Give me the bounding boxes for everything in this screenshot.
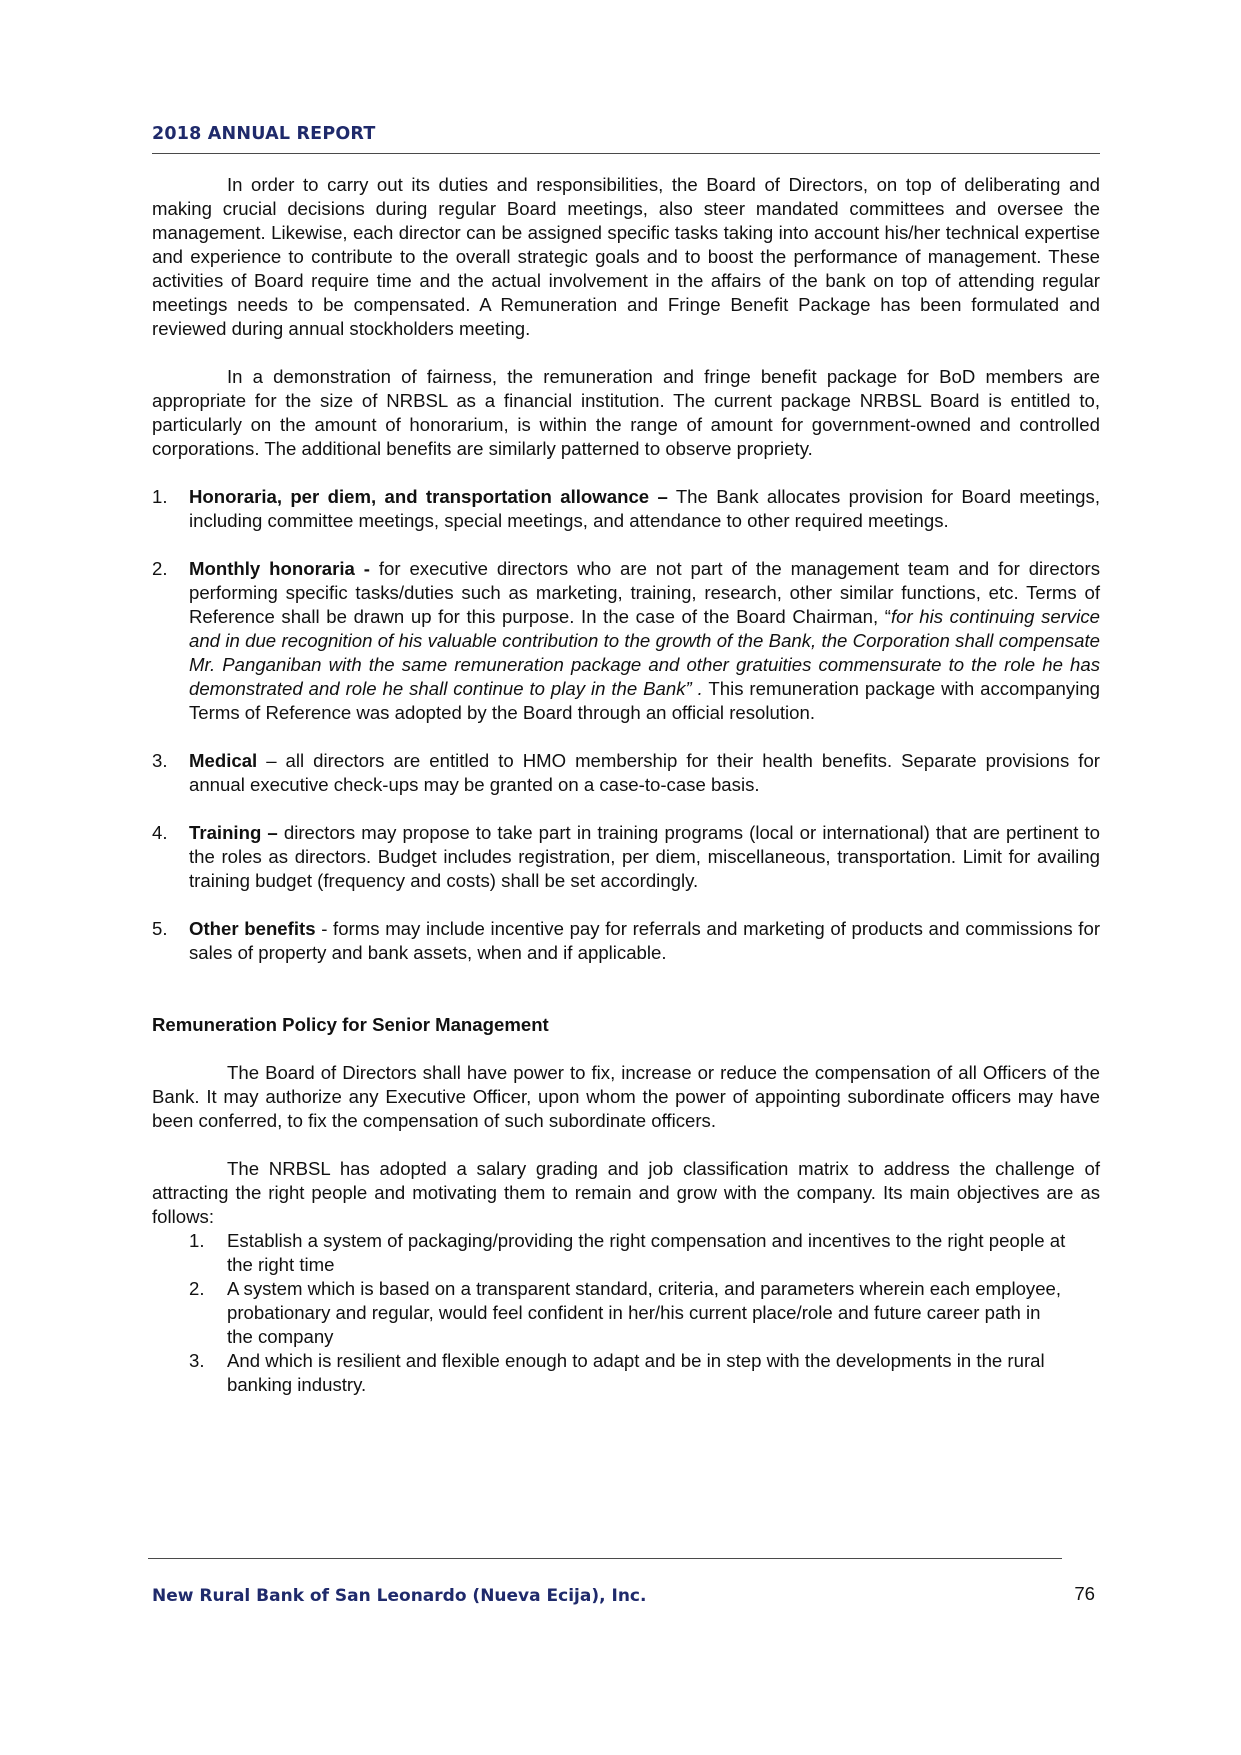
list-item-text: - forms may include incentive pay for referrals and marketing of products and commissions for sales of property and bank assets, when and if applicable. [189,918,1101,963]
footer-bank-name: New Rural Bank of San Leonardo (Nueva Ecija), Inc. [152,1586,647,1606]
list-item-text: directors may propose to take part in training programs (local or international) that are pertinent to the roles as directors. Budget includes registration, per diem, miscellaneous, transportation. Limit for availing training budget (frequency and costs) shall be set accordingly. [189,822,1100,891]
list-item [152,1229,1067,1277]
page-header [152,123,1100,154]
list-item [152,1277,1067,1349]
list-item [152,821,1100,893]
list-item-title: Training – [189,822,278,843]
list-number: 1. [152,486,168,507]
list-item-title: Monthly honoraria - [189,558,370,579]
page-number: 76 [1074,1583,1095,1604]
intro-paragraph-1: In order to carry out its duties and responsibilities, the Board of Directors, on top of deliberating and making crucial decisions during regular Board meetings, also steer mandated committees and oversee the management. Likewise, each director can be assigned specific tasks taking into account his/her technical expertise and experience to contribute to the overall strategic goals and to boost the performance of management. These activities of Board require time and the actual involvement in the affairs of the bank on top of attending regular meetings needs to be compensated. A Remuneration and Fringe Benefit Package has been formulated and reviewed during annual stockholders meeting. [152,174,1100,339]
intro-paragraph-2: In a demonstration of fairness, the remuneration and fringe benefit package for BoD members are appropriate for the size of NRBSL as a financial institution. The current package NRBSL Board is entitled to, particularly on the amount of honorarium, is within the range of amount for government-owned and controlled corporations. The additional benefits are similarly patterned to observe propriety. [152,366,1100,459]
section-heading: Remuneration Policy for Senior Management [152,1014,549,1035]
objectives-list [152,1229,1100,1397]
list-item-text: Establish a system of packaging/providing the right compensation and incentives to the right people at the right time [227,1230,1066,1275]
list-number: 3. [152,750,168,771]
list-item-text: The Bank allocates provision for Board meetings, including committee meetings, special meetings, and attendance to other required meetings. [189,486,1100,531]
chairman-quote: for his continuing service and in due recognition of his valuable contribution to the growth of the Bank, the Corporation shall compensate Mr. Panganiban with the same remuneration package and other gratuities commensurate to the role he has demonstrated and role he shall continue to play in the Bank” . [189,606,1100,699]
list-item-text: for executive directors who are not part of the management team and for directors performing specific tasks/duties such as marketing, training, research, other similar functions, etc. Terms of Reference shall be drawn up for this purpose. In the case of the Board Chairman, “ [189,558,1101,627]
list-item [152,749,1100,797]
page-body [152,173,1100,1397]
list-item-text: And which is resilient and flexible enough to adapt and be in step with the developments in the rural banking industry. [227,1350,1045,1395]
senior-paragraph-2: The NRBSL has adopted a salary grading and job classification matrix to address the challenge of attracting the right people and motivating them to remain and grow with the company. Its main objectives are as follows: [152,1158,1100,1227]
list-number: 2. [189,1278,205,1299]
list-item-text: – all directors are entitled to HMO membership for their health benefits. Separate provisions for annual executive check-ups may be granted on a case-to-case basis. [189,750,1100,795]
list-item-title: Honoraria, per diem, and transportation allowance – [189,486,668,507]
footer-divider [148,1558,1062,1559]
list-number: 3. [189,1350,205,1371]
senior-paragraph-1: The Board of Directors shall have power to fix, increase or reduce the compensation of all Officers of the Bank. It may authorize any Executive Officer, upon whom the power of appointing subordinate officers may have been conferred, to fix the compensation of such subordinate officers. [152,1062,1100,1131]
list-number: 5. [152,918,168,939]
list-item [152,1349,1067,1397]
list-item-title: Other benefits [189,918,316,939]
list-number: 4. [152,822,168,843]
list-item-text-after: This remuneration package with accompanying Terms of Reference was adopted by the Board through an official resolution. [189,678,1101,723]
report-title: 2018 ANNUAL REPORT [152,124,376,144]
list-item [152,917,1100,965]
list-number: 2. [152,558,168,579]
list-item-text: A system which is based on a transparent standard, criteria, and parameters wherein each employee, probationary and regular, would feel confident in her/his current place/role and future career path in the company [227,1278,1062,1347]
list-item-title: Medical [189,750,258,771]
board-benefits-list [152,485,1100,965]
list-item [152,557,1100,725]
list-number: 1. [189,1230,205,1251]
list-item [152,485,1100,533]
